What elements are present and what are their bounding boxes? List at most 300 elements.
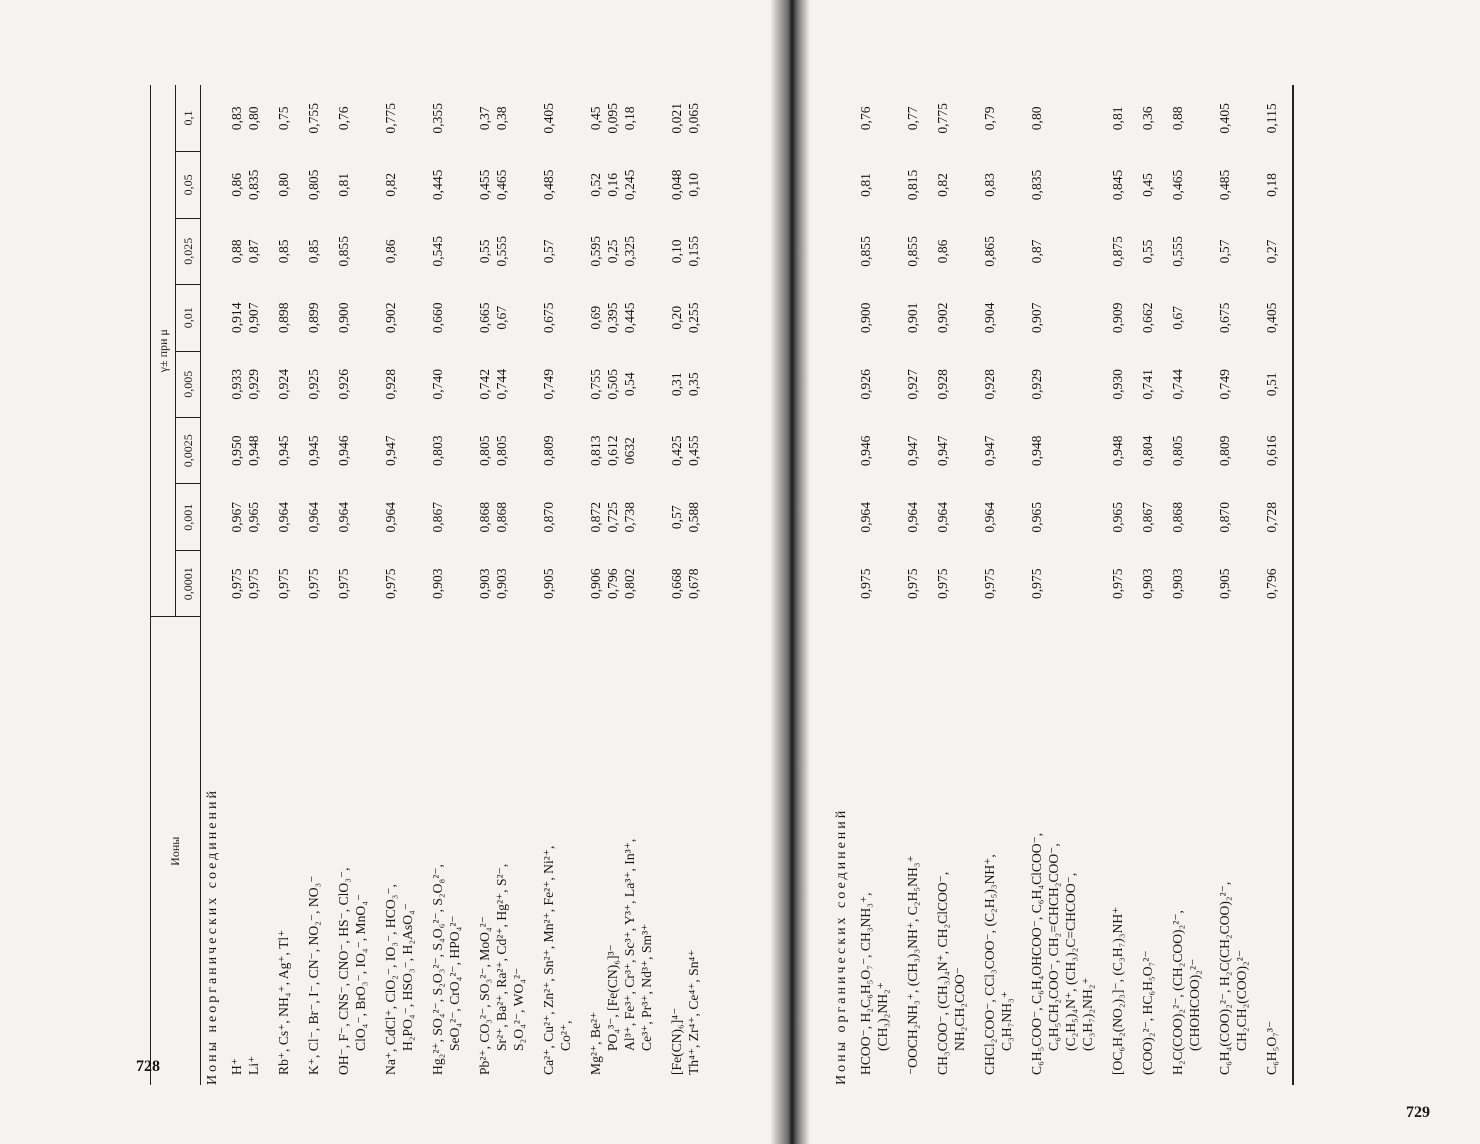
coefficient-value: 0,903 (476, 568, 492, 600)
coefficient-value: 0,964 (335, 501, 351, 533)
row-gap-cell (466, 85, 475, 1085)
coefficient-value: 0,85 (305, 239, 321, 264)
coefficient-value: 0,796 (604, 568, 620, 600)
coefficient-value: 0,31 (668, 372, 684, 397)
ions-cell (1108, 617, 1129, 1085)
coefficient-value: 0,455 (476, 169, 492, 201)
coefficient-value: 0,749 (1216, 369, 1232, 400)
value-cell (903, 85, 924, 152)
table-row (274, 85, 295, 1085)
coefficient-value: 0,903 (1169, 568, 1185, 600)
ions-line: Co²⁺, (557, 1020, 573, 1051)
value-cell (274, 218, 295, 284)
coefficient-value: 0,803 (429, 435, 445, 467)
coefficient-value: 0,25 (604, 239, 620, 264)
value-cell (667, 351, 705, 417)
value-cell (428, 484, 466, 550)
value-cell (1215, 551, 1253, 617)
value-cell (1215, 85, 1253, 152)
value-cell (539, 218, 577, 284)
value-cell (586, 418, 658, 484)
ions-cell (933, 617, 971, 1085)
ions-line: Al³⁺, Fe³⁺, Cr³⁺, Sc³⁺, Y³⁺, La³⁺, In³⁺, (621, 838, 637, 1051)
ions-cell (304, 617, 325, 1085)
value-cell (1027, 484, 1099, 550)
coefficient-value: 0,81 (335, 172, 351, 197)
ions-line: Ce³⁺, Pr³⁺, Nd³⁺, Sm³⁺ (638, 923, 654, 1051)
coefficient-value: 0,80 (275, 172, 291, 197)
inorganic-body (201, 85, 714, 1085)
coefficient-value: 0,45 (1139, 173, 1155, 197)
coefficient-value: 0,668 (668, 568, 684, 600)
table-row (856, 85, 894, 1085)
coefficient-value: 0,975 (245, 568, 261, 600)
value-cell (980, 85, 1018, 152)
value-cell (1215, 152, 1253, 218)
value-cell (274, 152, 295, 218)
coefficient-value: 0,744 (493, 368, 509, 400)
right-table-rotated (830, 85, 1294, 1085)
coefficient-value: 0,964 (934, 501, 950, 533)
coefficient-value: 0,907 (245, 302, 261, 334)
ions-line: (C₂H₅)₄N⁺, (CH₃)₂C=CHCOO⁻, (1062, 872, 1078, 1051)
coefficient-value: 0,755 (305, 102, 321, 134)
coefficient-value: 0,855 (335, 236, 351, 267)
ions-cell (1215, 617, 1253, 1085)
gamma-header: γ± при μ (151, 85, 176, 617)
coefficient-value: 0,855 (904, 236, 920, 267)
coefficient-value: 0,048 (668, 169, 684, 201)
coefficient-value: 0,870 (540, 501, 556, 533)
value-cell (1138, 218, 1159, 284)
coefficient-value: 0,933 (229, 368, 244, 400)
value-cell (304, 152, 325, 218)
row-gap-cell (1099, 85, 1108, 1085)
value-cell (933, 285, 971, 351)
value-cell (856, 218, 894, 284)
coefficient-value: 0,83 (981, 173, 997, 197)
ions-cell (475, 617, 530, 1085)
value-cell (667, 85, 705, 152)
value-cell (334, 85, 372, 152)
coefficient-value: 0,805 (1169, 435, 1185, 467)
row-gap (419, 85, 428, 1085)
coefficient-value: 0,67 (1169, 305, 1185, 330)
ions-cell (334, 617, 372, 1085)
coefficient-value: 0,905 (540, 568, 556, 600)
value-cell (1168, 85, 1206, 152)
coefficient-value: 0,395 (604, 302, 620, 334)
value-cell (274, 550, 295, 616)
coefficient-value: 0,903 (429, 568, 445, 600)
page-number-right: 729 (1406, 1104, 1430, 1121)
coefficient-value: 0,809 (540, 435, 556, 467)
row-gap-cell (1206, 85, 1215, 1085)
value-cell (1027, 351, 1099, 417)
ions-line: CH₃COO⁻, (CH₃)₄N⁺, CH₂ClCOO⁻, (934, 871, 950, 1075)
table-row (586, 85, 658, 1085)
value-cell (1027, 152, 1099, 218)
organic-table (830, 85, 1294, 1085)
value-cell (475, 218, 530, 284)
value-cell (903, 218, 924, 284)
coefficient-value: 0,929 (245, 368, 261, 400)
row-gap (924, 85, 933, 1085)
coefficient-value: 0,405 (1263, 302, 1279, 334)
value-cell (428, 550, 466, 616)
coefficient-value: 0,975 (305, 568, 321, 600)
ions-line: Sr²⁺, Ba²⁺, Ra²⁺, Cd²⁺, Hg²⁺, S²⁻, (493, 863, 509, 1051)
mu-header-cell: 0,025 (176, 218, 201, 284)
value-cell (667, 418, 705, 484)
coefficient-value: 0,455 (685, 435, 701, 467)
book-spine (770, 0, 810, 1144)
value-cell (1108, 484, 1129, 550)
value-cell (933, 484, 971, 550)
row-gap (1129, 85, 1138, 1085)
coefficient-value: 0,928 (382, 368, 398, 400)
row-gap-cell (419, 85, 428, 1085)
coefficient-value: 0,898 (275, 302, 291, 334)
coefficient-value: 0,38 (493, 106, 509, 131)
coefficient-value: 0,69 (587, 305, 603, 330)
ions-line: Pb²⁺, CO₃²⁻, SO₃²⁻, MoO₄²⁻ (476, 916, 492, 1075)
coefficient-value: 0,855 (858, 236, 873, 267)
value-cell (227, 85, 265, 152)
value-cell (1168, 351, 1206, 417)
coefficient-value: 0,804 (1139, 435, 1155, 467)
mu-header-cell: 0,005 (176, 351, 201, 417)
coefficient-value: 0,465 (1169, 169, 1185, 201)
coefficient-value: 0,964 (305, 501, 321, 533)
value-cell (428, 152, 466, 218)
table-row (1168, 85, 1206, 1085)
value-cell (381, 152, 419, 218)
coefficient-value: 0,946 (335, 435, 351, 467)
table-row (980, 85, 1018, 1085)
coefficient-value: 0,975 (981, 568, 997, 600)
value-cell (334, 351, 372, 417)
coefficient-value: 0,86 (934, 239, 950, 264)
value-cell (1108, 551, 1129, 617)
coefficient-value: 0,902 (934, 302, 950, 334)
coefficient-value: 0,947 (981, 435, 997, 467)
value-cell (381, 218, 419, 284)
coefficient-value: 0,796 (1263, 568, 1279, 600)
ions-cell (381, 617, 419, 1085)
coefficient-value: 0,155 (685, 236, 701, 267)
coefficient-value: 0,065 (685, 102, 701, 134)
value-cell (334, 152, 372, 218)
value-cell (856, 152, 894, 218)
coefficient-value: 0,82 (382, 172, 398, 197)
ions-line: (CHOHCOO)₂²⁻ (1186, 958, 1202, 1051)
value-cell (304, 550, 325, 616)
row-gap (894, 85, 903, 1085)
ions-cell (539, 617, 577, 1085)
mu-header-cell: 0,05 (176, 152, 201, 218)
value-cell (667, 152, 705, 218)
value-cell (227, 484, 265, 550)
value-cell (539, 85, 577, 152)
row-gap-cell (372, 85, 381, 1085)
row-gap-cell (530, 85, 539, 1085)
coefficient-value: 0,975 (382, 568, 398, 600)
ions-line: HCOO⁻, H₂C₆H₅O₇⁻, CH₃NH₃⁺, (858, 892, 873, 1075)
coefficient-value: 0,405 (1216, 103, 1232, 134)
value-cell (933, 351, 971, 417)
value-cell (475, 85, 530, 152)
value-cell (1108, 218, 1129, 284)
coefficient-value: 0,948 (245, 435, 261, 467)
coefficient-value: 0,555 (493, 236, 509, 267)
coefficient-value: 0,45 (587, 106, 603, 131)
table-row (1108, 85, 1129, 1085)
ions-line: ⁻OOCH₂NH₃⁺, (CH₃)₃NH⁺, C₂H₅NH₃⁺ (904, 855, 920, 1075)
coefficient-value: 0,425 (668, 435, 684, 467)
value-cell (856, 285, 894, 351)
table-row (539, 85, 577, 1085)
value-cell (1262, 484, 1283, 550)
ions-line: C₆H₅O₇³⁻ (1263, 1020, 1279, 1075)
ions-line: S₂O₄²⁻, WO₄²⁻ (510, 967, 526, 1051)
ions-line: K⁺, Cl⁻, Br⁻, I⁻, CN⁻, NO₂⁻, NO₃⁻ (305, 875, 321, 1075)
row-gap (577, 85, 586, 1085)
coefficient-value: 0,675 (540, 302, 556, 334)
ions-line: CHCl₂COO⁻, CCl₃COO⁻, (C₂H₅)₃NH⁺, (981, 854, 997, 1075)
row-gap (325, 85, 334, 1085)
coefficient-value: 0,900 (858, 302, 873, 334)
coefficient-value: 0,36 (1139, 106, 1155, 131)
coefficient-value: 0,741 (1139, 369, 1155, 400)
value-cell (1138, 152, 1159, 218)
coefficient-value: 0,868 (493, 501, 509, 533)
row-gap-cell (265, 85, 274, 1085)
coefficient-value: 0,37 (476, 106, 492, 131)
value-cell (667, 550, 705, 616)
value-cell (980, 351, 1018, 417)
ions-cell (1168, 617, 1206, 1085)
coefficient-value: 0,88 (1169, 106, 1185, 131)
ions-cell (1027, 617, 1099, 1085)
row-gap (265, 85, 274, 1085)
coefficient-value: 0,868 (476, 501, 492, 533)
organic-section-title: Ионы органических соединений (834, 807, 849, 1085)
ions-line: C₆H₅COO⁻, C₆H₄OHCOO⁻, C₆H₄ClCOO⁻, (1028, 832, 1044, 1075)
coefficient-value: 0,405 (540, 102, 556, 134)
value-cell (227, 285, 265, 351)
value-cell (856, 551, 894, 617)
coefficient-value: 0,900 (335, 302, 351, 334)
coefficient-value: 0,80 (1028, 106, 1044, 131)
value-cell (1138, 551, 1159, 617)
coefficient-value: 0,675 (1216, 302, 1232, 334)
value-cell (667, 285, 705, 351)
value-cell (586, 484, 658, 550)
coefficient-value: 0,975 (229, 568, 244, 600)
value-cell (1262, 85, 1283, 152)
value-cell (274, 484, 295, 550)
coefficient-value: 0,964 (904, 501, 920, 533)
coefficient-value: 0,975 (858, 568, 873, 600)
value-cell (381, 484, 419, 550)
mu-header-cell: 0,001 (176, 484, 201, 550)
coefficient-value: 0,835 (1028, 169, 1044, 201)
value-cell (1215, 285, 1253, 351)
value-cell (304, 85, 325, 152)
ions-line: H⁺ (229, 1058, 244, 1075)
value-cell (1262, 152, 1283, 218)
coefficient-value: 0,924 (275, 368, 291, 400)
coefficient-value: 0,929 (1028, 369, 1044, 400)
mu-header-cell: 0,01 (176, 285, 201, 351)
coefficient-value: 0,612 (604, 435, 620, 467)
value-cell (1262, 285, 1283, 351)
coefficient-value: 0,67 (493, 305, 509, 330)
value-cell (428, 218, 466, 284)
value-cell (304, 351, 325, 417)
value-cell (1108, 418, 1129, 484)
value-cell (304, 218, 325, 284)
coefficient-value: 0,81 (858, 173, 873, 197)
coefficient-value: 0,85 (275, 239, 291, 264)
ions-cell (1138, 617, 1159, 1085)
value-cell (980, 551, 1018, 617)
ions-line: C₆H₄(COO)₂²⁻, H₂C(CH₂COO)₂²⁻, (1216, 881, 1232, 1075)
value-cell (334, 218, 372, 284)
coefficient-value: 0,967 (229, 501, 244, 533)
coefficient-value: 0,81 (1109, 106, 1125, 131)
value-cell (1027, 85, 1099, 152)
coefficient-value: 0,16 (604, 172, 620, 197)
coefficient-value: 0632 (621, 437, 637, 465)
value-cell (274, 418, 295, 484)
coefficient-value: 0,947 (382, 435, 398, 467)
coefficient-value: 0,813 (587, 435, 603, 467)
ions-cell (1262, 617, 1283, 1085)
value-cell (334, 285, 372, 351)
coefficient-value: 0,57 (540, 239, 556, 264)
value-cell (980, 218, 1018, 284)
coefficient-value: 0,805 (493, 435, 509, 467)
coefficient-value: 0,18 (621, 106, 637, 131)
row-gap-cell (971, 85, 980, 1085)
value-cell (1168, 152, 1206, 218)
value-cell (1027, 551, 1099, 617)
value-cell (903, 152, 924, 218)
value-cell (227, 218, 265, 284)
coefficient-value: 0,660 (429, 302, 445, 334)
coefficient-value: 0,355 (429, 102, 445, 134)
ions-line: CH₂CH₂(COO)₂²⁻ (1233, 950, 1249, 1051)
value-cell (539, 351, 577, 417)
coefficient-value: 0,10 (668, 239, 684, 264)
value-cell (334, 418, 372, 484)
value-cell (586, 85, 658, 152)
ions-line: SeO₄²⁻, CrO₄²⁻, HPO₄²⁻ (446, 915, 462, 1051)
coefficient-value: 0,79 (981, 106, 997, 131)
ions-line: OH⁻, F⁻, CNS⁻, CNO⁻, HS⁻, ClO₃⁻, (335, 867, 351, 1075)
coefficient-value: 0,867 (429, 501, 445, 533)
coefficient-value: 0,925 (305, 368, 321, 400)
coefficient-value: 0,950 (229, 435, 244, 467)
value-cell (980, 152, 1018, 218)
value-cell (539, 418, 577, 484)
value-cell (381, 550, 419, 616)
row-gap (705, 85, 714, 1085)
value-cell (428, 351, 466, 417)
coefficient-value: 0,906 (587, 568, 603, 600)
ions-line: H₂C(COO)₂²⁻, (CH₂COO)₂²⁻, (1169, 910, 1185, 1075)
ions-cell (667, 617, 705, 1085)
page-number-left: 728 (136, 1058, 160, 1075)
row-gap-cell (1283, 85, 1293, 1085)
coefficient-value: 0,815 (904, 169, 920, 201)
coefficient-value: 0,728 (1263, 501, 1279, 533)
coefficient-value: 0,964 (275, 501, 291, 533)
coefficient-value: 0,095 (604, 102, 620, 134)
coefficient-value: 0,945 (305, 435, 321, 467)
value-cell (1215, 351, 1253, 417)
value-cell (304, 285, 325, 351)
coefficient-value: 0,86 (382, 239, 398, 264)
value-cell (903, 285, 924, 351)
coefficient-value: 0,54 (621, 372, 637, 397)
row-gap (1099, 85, 1108, 1085)
row-gap (466, 85, 475, 1085)
value-cell (1168, 484, 1206, 550)
coefficient-value: 0,805 (476, 435, 492, 467)
value-cell (856, 418, 894, 484)
coefficient-value: 0,55 (1139, 239, 1155, 264)
table-row (428, 85, 466, 1085)
coefficient-value: 0,809 (1216, 435, 1232, 467)
ions-line: (COO)₂²⁻, HC₆H₅O₇²⁻ (1139, 950, 1155, 1075)
coefficient-value: 0,975 (275, 568, 291, 600)
coefficient-value: 0,52 (587, 172, 603, 197)
mu-header-cell: 0,0025 (176, 418, 201, 484)
coefficient-value: 0,10 (685, 172, 701, 197)
coefficient-value: 0,868 (1169, 501, 1185, 533)
coefficient-value: 0,738 (621, 501, 637, 533)
ions-line: C₆H₅CH₂COO⁻, CH₂=CHCH₂COO⁻, (1045, 843, 1061, 1051)
coefficient-value: 0,946 (858, 435, 873, 467)
ions-line: (CH₃)₂NH₂⁺ (874, 982, 890, 1051)
coefficient-value: 0,465 (493, 169, 509, 201)
coefficient-value: 0,82 (934, 173, 950, 197)
coefficient-value: 0,662 (1139, 302, 1155, 334)
coefficient-value: 0,775 (382, 102, 398, 134)
value-cell (475, 351, 530, 417)
ions-line: Ca²⁺, Cu²⁺, Zn²⁺, Sn²⁺, Mn²⁺, Fe²⁺, Ni²⁺, (540, 845, 556, 1075)
value-cell (856, 351, 894, 417)
coefficient-value: 0,926 (858, 369, 873, 400)
coefficient-value: 0,930 (1109, 369, 1125, 400)
ions-line: H₂PO₄⁻, HSO₃⁻, H₂AsO₄⁻ (399, 903, 415, 1051)
row-gap-cell (924, 85, 933, 1085)
table-row (903, 85, 924, 1085)
value-cell (1108, 351, 1129, 417)
coefficient-value: 0,485 (540, 169, 556, 201)
coefficient-value: 0,907 (1028, 302, 1044, 334)
value-cell (1138, 418, 1159, 484)
row-gap-cell (1159, 85, 1168, 1085)
value-cell (586, 351, 658, 417)
coefficient-value: 0,975 (1109, 568, 1125, 600)
value-cell (381, 85, 419, 152)
row-gap (1253, 85, 1262, 1085)
value-cell (475, 484, 530, 550)
